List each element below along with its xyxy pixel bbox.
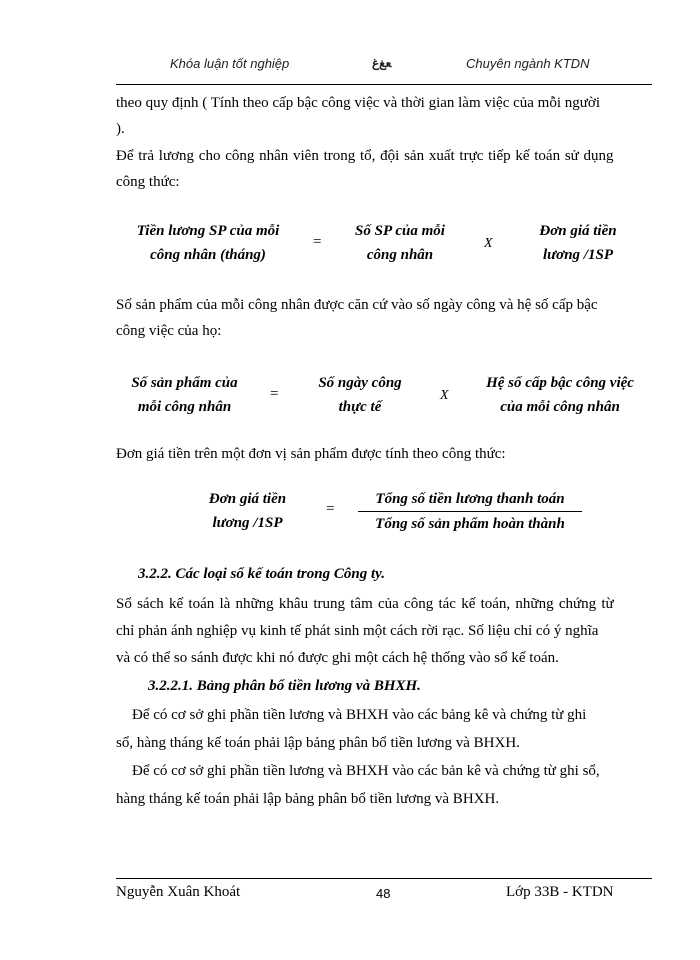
formula-2-lhs-line-1: Số sản phẩm của [131, 375, 238, 391]
section-line-1: Sổ sách kế toán là những khâu trung tâm của công tác kế toán, những chứng từ [116, 596, 614, 612]
formula-3-equals: = [326, 501, 335, 517]
subsection-p2-line-1: Để có cơ sở ghi phần tiền lương và BHXH vào các bản kê và chứng từ ghi sổ, [132, 763, 600, 779]
formula-3-lhs-line-1: Đơn giá tiền [208, 491, 287, 507]
para-2-line-1: Số sản phẩm của mỗi công nhân được căn cứ vào số ngày công và hệ số cấp bậc [116, 297, 598, 313]
footer-author: Nguyễn Xuân Khoát [116, 884, 241, 900]
intro-continuation-line-1: theo quy định ( Tính theo cấp bậc công việc và thời gian làm việc của mỗi người [116, 95, 600, 111]
formula-2-factor-b-line-1: Hệ số cấp bậc công việc [486, 375, 634, 391]
formula-3-denominator: Tổng số sản phẩm hoàn thành [375, 516, 565, 532]
formula-2-equals: = [270, 386, 279, 402]
intro-continuation-line-2: ). [116, 121, 125, 137]
formula-2-times: X [440, 388, 449, 403]
formula-1-factor-a-line-2: công nhân [366, 247, 434, 263]
footer-page-number: 48 [376, 886, 391, 901]
formula-1-lhs-line-1: Tiền lương SP của mỗi [136, 223, 280, 239]
para-3: Đơn giá tiền trên một đơn vị sản phẩm được tính theo công thức: [116, 446, 506, 462]
formula-1-equals: = [313, 234, 322, 250]
subsection-p1-line-2: sổ, hàng tháng kế toán phải lập bảng phân bổ tiền lương và BHXH. [116, 735, 520, 751]
intro-line-2: công thức: [116, 174, 180, 190]
para-2-line-2: công việc của họ: [116, 323, 222, 339]
section-line-3: và có thể so sánh được khi nó được ghi một cách hệ thống vào sổ kế toán. [116, 650, 559, 666]
formula-3-numerator: Tổng số tiền lương thanh toán [375, 491, 565, 507]
formula-2-lhs-line-2: mỗi công nhân [137, 399, 232, 415]
formula-1-times: X [484, 236, 493, 251]
subsection-p2-line-2: hàng tháng kế toán phải lập bảng phân bổ tiền lương và BHXH. [116, 791, 500, 807]
formula-2-factor-a-line-1: Số ngày công [318, 375, 402, 391]
formula-2-factor-a-line-2: thực tế [338, 399, 382, 415]
header-title-right: Chuyên ngành KTDN [466, 56, 590, 71]
subsection-heading: 3.2.2.1. Bảng phân bổ tiền lương và BHXH. [148, 678, 421, 694]
formula-1-lhs-line-2: công nhân (tháng) [150, 247, 266, 263]
subsection-p1-line-1: Để có cơ sở ghi phần tiền lương và BHXH vào các bảng kê và chứng từ ghi [132, 707, 587, 723]
header-title-left: Khóa luận tốt nghiệp [170, 56, 290, 71]
section-heading: 3.2.2. Các loại sổ kế toán trong Công ty. [138, 566, 385, 582]
header-logo-ornament: ﻌﻎﻍ [372, 56, 392, 70]
formula-1-factor-b-line-1: Đơn giá tiền [539, 223, 617, 239]
header-rule [116, 84, 652, 85]
footer-rule [116, 878, 652, 879]
formula-1-factor-b-line-2: lương /1SP [543, 247, 613, 263]
footer-class: Lớp 33B - KTDN [506, 884, 614, 900]
formula-2-factor-b-line-2: của mỗi công nhân [500, 399, 620, 415]
intro-line-1: Để trả lương cho công nhân viên trong tổ, đội sản xuất trực tiếp kế toán sử dụng [116, 148, 614, 164]
formula-3-fraction-bar [358, 511, 582, 512]
section-line-2: chỉ phản ánh nghiệp vụ kinh tế phát sinh một cách rời rạc. Số liệu chỉ có ý nghĩa [116, 623, 599, 639]
formula-1-factor-a-line-1: Số SP của mỗi [355, 223, 445, 239]
formula-3-lhs-line-2: lương /1SP [212, 515, 283, 531]
